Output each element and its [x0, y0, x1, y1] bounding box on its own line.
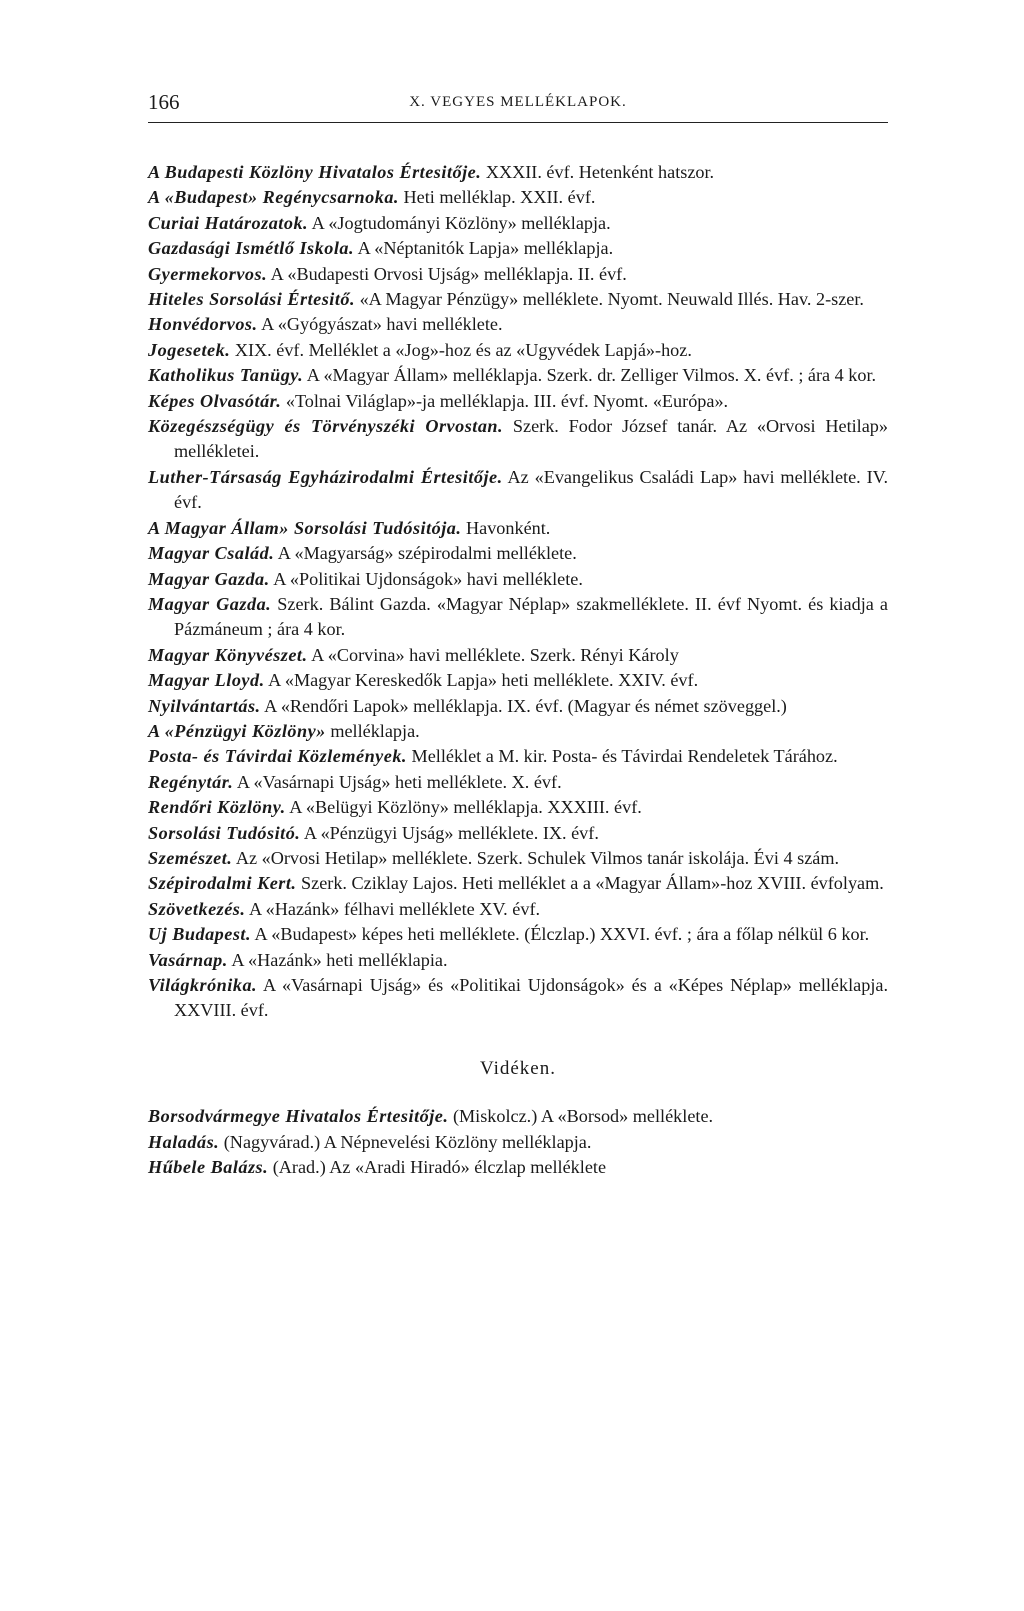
entry-description: A «Budapest» képes heti melléklete. (Élczlap.) XXVI. évf. ; ára a főlap nélkül 6 kor.	[251, 924, 870, 945]
entry-title: Közegészségügy és Törvényszéki Orvostan.	[148, 416, 504, 437]
entry-title: Honvédorvos.	[148, 314, 258, 335]
entry-description: A «Magyar Állam» melléklapja. Szerk. dr. Zelliger Vilmos. X. évf. ; ára 4 kor.	[303, 365, 877, 386]
entry-description: melléklapja.	[325, 720, 420, 741]
entry-title: Szemészet.	[148, 847, 233, 868]
entry-title: Katholikus Tanügy.	[148, 365, 304, 386]
list-item	[148, 516, 888, 541]
list-item	[148, 211, 888, 236]
entry-description: A «Magyar Kereskedők Lapja» heti melléklete. XXIV. évf.	[264, 670, 699, 691]
page-number: 166	[148, 90, 180, 114]
running-head: X. VEGYES MELLÉKLAPOK.	[409, 94, 627, 110]
list-item	[148, 1155, 888, 1180]
entry-title: Vasárnap.	[148, 949, 228, 970]
list-item	[148, 160, 888, 185]
entry-title: Luther-Társaság Egyházirodalmi Értesitője.	[148, 466, 503, 487]
entry-description: Heti melléklap. XXII. évf.	[398, 187, 596, 208]
entry-description: Szerk. Bálint Gazda. «Magyar Néplap» szakmelléklete. II. évf Nyomt. és kiadja a Pázmáneum ; ára 4 kor.	[174, 593, 888, 640]
entry-title: A «Pénzügyi Közlöny»	[148, 720, 326, 741]
entry-list	[148, 160, 888, 1180]
list-item	[148, 185, 888, 210]
entry-description: Melléklet a M. kir. Posta- és Távirdai Rendeletek Tárához.	[406, 746, 838, 767]
entry-description: A «Vasárnapi Ujság» és «Politikai Ujdonságok» és a «Képes Néplap» melléklapja. XXVIII. évf.	[174, 975, 888, 1021]
entry-description: (Nagyvárad.) A Népnevelési Közlöny melléklapja.	[219, 1131, 592, 1152]
entry-description: A «Gyógyászat» havi melléklete.	[257, 314, 503, 335]
entry-title: A «Budapest» Regénycsarnoka.	[148, 187, 399, 208]
entry-title: Rendőri Közlöny.	[148, 797, 286, 818]
list-item	[148, 312, 888, 337]
entry-title: Uj Budapest.	[148, 924, 252, 945]
list-item	[148, 1104, 888, 1129]
list-item	[148, 821, 888, 846]
entry-description: A «Politikai Ujdonságok» havi melléklete.	[269, 568, 583, 589]
entry-description: (Arad.) Az «Aradi Hiradó» élczlap melléklete	[268, 1157, 607, 1178]
list-item	[148, 236, 888, 261]
entry-description: A «Hazánk» heti melléklapia.	[227, 949, 448, 970]
entry-title: Nyilvántartás.	[148, 695, 261, 716]
entry-title: Szépirodalmi Kert.	[148, 873, 297, 894]
entry-description: Az «Evangelikus Családi Lap» havi melléklete. IV. évf.	[174, 466, 888, 513]
entry-description: A «Vasárnapi Ujság» heti melléklete. X. évf.	[233, 771, 562, 792]
entry-description: A «Pénzügyi Ujság» melléklete. IX. évf.	[300, 822, 599, 843]
page-header	[148, 86, 888, 123]
entry-title: Magyar Lloyd.	[148, 670, 265, 691]
entry-title: Magyar Könyvészet.	[148, 644, 308, 665]
list-item	[148, 744, 888, 769]
entry-description: Szerk. Cziklay Lajos. Heti melléklet a a «Magyar Állam»-hoz XVIII. évfolyam.	[296, 873, 884, 894]
entry-title: Hiteles Sorsolási Értesitő.	[148, 289, 356, 310]
entry-title: Haladás.	[148, 1131, 220, 1152]
entry-title: Szövetkezés.	[148, 898, 246, 919]
entry-description: Az «Orvosi Hetilap» melléklete. Szerk. Schulek Vilmos tanár iskolája. Évi 4 szám.	[232, 847, 840, 868]
list-item	[148, 973, 888, 1024]
entry-description: A «Budapesti Orvosi Ujság» melléklapja. II. évf.	[267, 263, 627, 284]
entry-title: A Budapesti Közlöny Hivatalos Értesitője.	[148, 162, 482, 182]
list-item	[148, 262, 888, 287]
videken-entries	[148, 1104, 888, 1180]
section-heading-videken: Vidéken.	[480, 1057, 556, 1079]
list-item	[148, 897, 888, 922]
list-item	[148, 770, 888, 795]
list-item	[148, 871, 888, 896]
list-item	[148, 1130, 888, 1155]
list-item	[148, 846, 888, 871]
entry-description: A «Corvina» havi melléklete. Szerk. Rényi Károly	[307, 644, 679, 665]
entry-title: Curiai Határozatok.	[148, 212, 309, 233]
list-item	[148, 643, 888, 668]
list-item	[148, 694, 888, 719]
list-item	[148, 465, 888, 516]
list-item	[148, 389, 888, 414]
entry-title: Regénytár.	[148, 771, 234, 792]
budapest-entries	[148, 160, 888, 1024]
entry-title: Képes Olvasótár.	[148, 390, 282, 411]
entry-title: Gyermekorvos.	[148, 263, 268, 284]
entry-title: Hűbele Balázs.	[148, 1157, 269, 1178]
entry-description: A «Hazánk» félhavi melléklete XV. évf.	[245, 898, 541, 919]
list-item	[148, 338, 888, 363]
entry-description: A «Belügyi Közlöny» melléklapja. XXXIII. évf.	[285, 797, 642, 818]
entry-description: (Miskolcz.) A «Borsod» melléklete.	[448, 1106, 714, 1127]
entry-title: Jogesetek.	[148, 339, 231, 360]
list-item	[148, 363, 888, 388]
entry-title: Magyar Gazda.	[148, 593, 272, 614]
entry-description: A «Magyarság» szépirodalmi melléklete.	[274, 543, 577, 564]
list-item	[148, 414, 888, 465]
list-item	[148, 668, 888, 693]
list-item	[148, 541, 888, 566]
entry-title: A Magyar Állam» Sorsolási Tudósitója.	[148, 517, 462, 538]
entry-description: XIX. évf. Melléklet a «Jog»-hoz és az «Ugyvédek Lapjá»-hoz.	[230, 339, 692, 360]
list-item	[148, 922, 888, 947]
list-item	[148, 287, 888, 312]
entry-description: «A Magyar Pénzügy» melléklete. Nyomt. Neuwald Illés. Hav. 2-szer.	[355, 289, 864, 310]
entry-title: Magyar Gazda.	[148, 568, 270, 589]
list-item	[148, 567, 888, 592]
entry-title: Magyar Család.	[148, 543, 275, 564]
entry-description: «Tolnai Világlap»-ja melléklapja. III. évf. Nyomt. «Európa».	[281, 390, 729, 411]
list-item	[148, 795, 888, 820]
entry-description: Havonként.	[461, 517, 551, 538]
list-item	[148, 948, 888, 973]
entry-title: Világkrónika.	[148, 975, 258, 995]
list-item	[148, 592, 888, 643]
entry-description: Szerk. Fodor József tanár. Az «Orvosi Hetilap» mellékletei.	[174, 416, 888, 462]
entry-description: A «Néptanitók Lapja» melléklapja.	[354, 238, 614, 259]
entry-title: Posta- és Távirdai Közlemények.	[148, 746, 407, 767]
list-item	[148, 719, 888, 744]
entry-title: Sorsolási Tudósitó.	[148, 822, 301, 843]
entry-title: Borsodvármegye Hivatalos Értesitője.	[148, 1106, 449, 1127]
entry-description: A «Rendőri Lapok» melléklapja. IX. évf. (Magyar és német szöveggel.)	[260, 695, 787, 716]
entry-description: XXXII. évf. Hetenként hatszor.	[481, 162, 715, 182]
entry-title: Gazdasági Ismétlő Iskola.	[148, 238, 355, 259]
entry-description: A «Jogtudományi Közlöny» melléklapja.	[308, 212, 611, 233]
